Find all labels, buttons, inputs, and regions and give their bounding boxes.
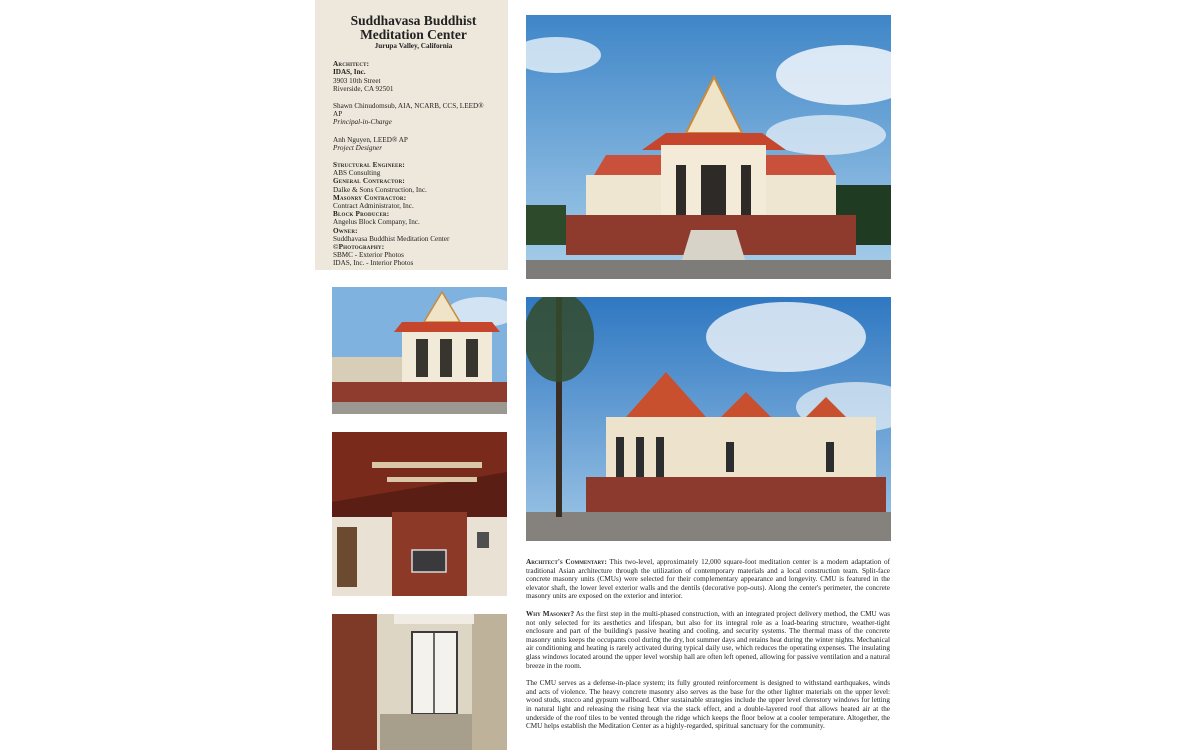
why-masonry-body: As the first step in the multi-phased construction, with an integrated project delivery method, the CMU was not only selected for its aesthetics and lifespan, but also for its integral role as a load-bearing structure, weather-tight enclosure and part of the building's passive heating and cooling, and security systems. The thermal mass of the concrete masonry units keeps the occupants cool during the dry, hot summer days and retains heat during the winter nights. Mechanical air conditioning and heating is rarely activated during typical daily use, which reduces the operating expenses. The insulating glass windows located around the upper level worship hall are often left opened, allowing for passive ventilation and a natural breeze in the room. bbox=[526, 609, 890, 670]
commentary-body: This two-level, approximately 12,000 square-foot meditation center is a modern adaptation of traditional Asian architecture through the utilization of contemporary materials and a local construction team. Split-face concrete masonry units (CMUs) were selected for their complementary appearance and longevity. CMU is featured in the elevator shaft, the lower level exterior walls and the dentils (decorative pop-outs). Along the center's perimeter, the concrete masonry units are exposed on the exterior and interior. bbox=[526, 558, 890, 601]
architect-street: 3903 10th Street bbox=[333, 76, 381, 85]
commentary-lead: Architect's Commentary: bbox=[526, 558, 607, 566]
title-line-2: Meditation Center bbox=[360, 26, 467, 42]
defense-paragraph: The CMU serves as a defense-in-place system; its fully grouted reinforcement is designed to withstand earthquakes, winds and acts of violence. The heavy concrete masonry also serves as the base for the other lighter materials on the upper level: wood studs, stucco and gypsum wallboard. Other sustainable strategies include the upper level clerestory windows for letting in natural light and releasing the rising heat via the stack effect, and a double-layered roof that allows heated air at the underside of the roof tiles to be vented through the ridge which keeps the floor below at a cooler temperature. Altogether, the CMU helps establish the Meditation Center as a highly-regarded, spiritual sanctuary for the community. bbox=[526, 679, 890, 731]
architect-firm: IDAS, Inc. bbox=[333, 68, 366, 77]
article-text bbox=[526, 558, 890, 740]
photo-side-view bbox=[526, 297, 891, 541]
block-producer-label: Block Producer: bbox=[333, 210, 390, 219]
block-producer-value: Angelus Block Company, Inc. bbox=[333, 218, 420, 227]
general-contractor-value: Dalke & Sons Construction, Inc. bbox=[333, 185, 427, 194]
designer-role: Project Designer bbox=[333, 143, 383, 152]
project-location: Jurupa Valley, California bbox=[374, 42, 453, 50]
architect-city: Riverside, CA 92501 bbox=[333, 84, 394, 93]
general-contractor-label: General Contractor: bbox=[333, 177, 406, 186]
masonry-contractor-value: Contract Administrator, Inc. bbox=[333, 202, 414, 211]
owner-value: Suddhavasa Buddhist Meditation Center bbox=[333, 234, 450, 243]
photo-interior-hall bbox=[332, 432, 507, 596]
structural-value: ABS Consulting bbox=[333, 169, 381, 178]
designer-name: Anh Nguyen, LEED® AP bbox=[333, 135, 408, 144]
architect-group bbox=[333, 60, 494, 93]
designer-group bbox=[333, 136, 494, 152]
principal-group bbox=[333, 102, 494, 127]
why-masonry-paragraph bbox=[526, 610, 890, 670]
principal-role: Principal-in-Charge bbox=[333, 118, 392, 127]
architects-commentary-paragraph bbox=[526, 558, 890, 601]
photography-value-2: IDAS, Inc. - Interior Photos bbox=[333, 259, 414, 268]
structural-label: Structural Engineer: bbox=[333, 161, 405, 170]
project-info-box bbox=[315, 0, 508, 270]
photography-label: ©Photography: bbox=[333, 243, 385, 252]
owner-label: Owner: bbox=[333, 226, 358, 235]
photo-tower-view bbox=[332, 287, 507, 414]
title-line-1: Suddhavasa Buddhist bbox=[350, 13, 477, 28]
photo-entry-corridor bbox=[332, 614, 507, 750]
credits-group bbox=[333, 161, 494, 268]
principal-name: Shawn Chinudomsub, AIA, NCARB, CCS, LEED® AP bbox=[333, 102, 484, 119]
masonry-contractor-label: Masonry Contractor: bbox=[333, 193, 407, 202]
photography-value-1: SBMC - Exterior Photos bbox=[333, 251, 404, 260]
architect-label: Architect: bbox=[333, 60, 370, 69]
photo-front-facade bbox=[526, 15, 891, 279]
why-masonry-lead: Why Masonry? bbox=[526, 609, 575, 618]
project-title bbox=[333, 14, 494, 41]
